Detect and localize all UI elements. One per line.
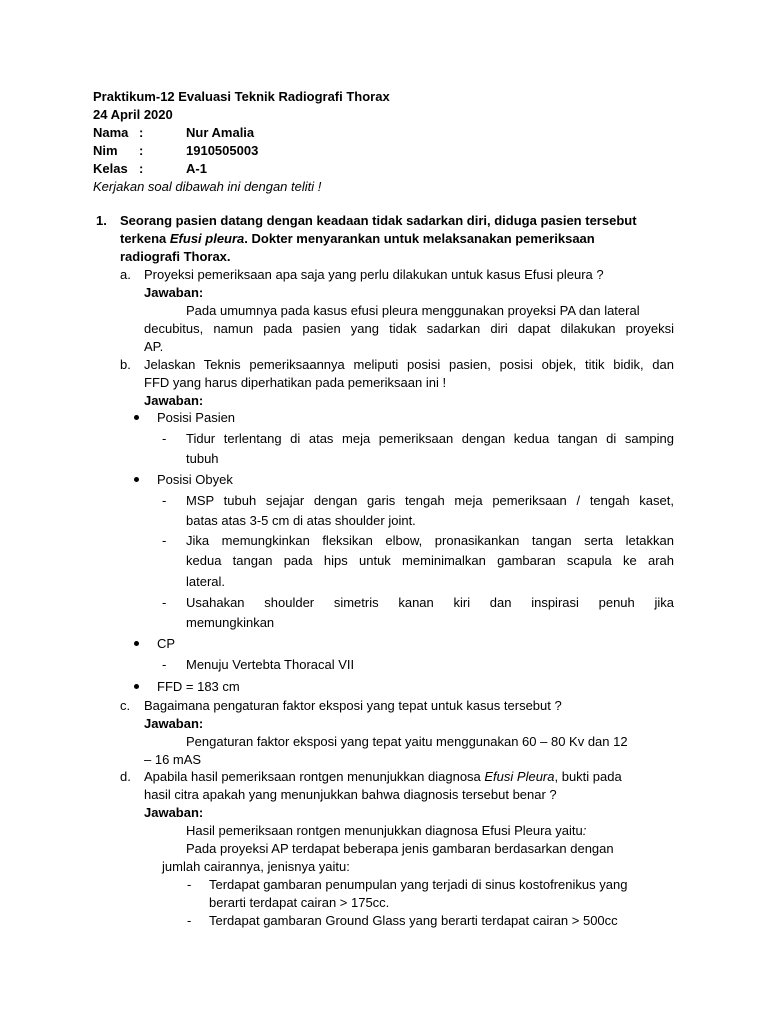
subq-d-answer-line-3: jumlah cairannya, jenisnya yaitu: — [162, 859, 350, 874]
question-line-3: radiografi Thorax. — [120, 249, 231, 264]
cp-item: Menuju Vertebta Thoracal VII — [186, 657, 355, 672]
subq-d-item-2-line-1: Terdapat gambaran Ground Glass yang berarti terdapat cairan > 500cc — [209, 913, 618, 928]
posisi-pasien-heading: Posisi Pasien — [157, 410, 236, 425]
subq-d-question-line-1: Apabila hasil pemeriksaan rontgen menunjukkan diagnosa Efusi Pleura, bukti pada — [144, 769, 622, 784]
question-line-2: terkena Efusi pleura. Dokter menyarankan untuk melaksanakan pemeriksaan — [120, 231, 595, 246]
subq-b-question-line-1: Jelaskan Teknis pemeriksaannya meliputi posisi pasien, posisi objek, titik bidik, dan — [144, 357, 674, 372]
subq-a-answer-line-2: decubitus, namun pada pasien yang tidak sadarkan diri dapat dilakukan proyeksi — [144, 321, 674, 336]
posisi-obyek-item-2-line-1: Jika memungkinkan fleksikan elbow, pronasikankan tangan serta letakkan — [186, 533, 674, 548]
dash-icon: - — [162, 595, 167, 610]
question-number: 1. — [96, 213, 107, 228]
subq-b-answer-label: Jawaban: — [144, 393, 204, 408]
subq-c-question: Bagaimana pengaturan faktor eksposi yang tepat untuk kasus tersebut ? — [144, 698, 562, 713]
subq-a-answer-label: Jawaban: — [144, 285, 204, 300]
subq-a-question: Proyeksi pemeriksaan apa saja yang perlu dilakukan untuk kasus Efusi pleura ? — [144, 267, 604, 282]
dash-icon: - — [187, 877, 192, 892]
posisi-pasien-item-line-2: tubuh — [186, 451, 219, 466]
document-date: 24 April 2020 — [93, 107, 173, 122]
subq-b-question-line-2: FFD yang harus diperhatikan pada pemeriksaan ini ! — [144, 375, 447, 390]
subq-a-answer-line-1: Pada umumnya pada kasus efusi pleura menggunakan proyeksi PA dan lateral — [186, 303, 640, 318]
bullet-icon — [134, 684, 139, 689]
subq-c-answer-label: Jawaban: — [144, 716, 204, 731]
field-value-nama: Nur Amalia — [186, 125, 255, 140]
subq-c-answer-line-2: – 16 mAS — [144, 752, 202, 767]
cp-heading: CP — [157, 636, 176, 651]
subq-b-marker: b. — [120, 357, 131, 372]
dash-icon: - — [162, 493, 167, 508]
efusi-pleura-term: Efusi Pleura — [484, 769, 555, 784]
posisi-obyek-item-1-line-2: batas atas 3-5 cm di atas shoulder joint. — [186, 513, 416, 528]
field-sep-nim: : — [139, 143, 144, 158]
posisi-obyek-item-2-line-2: kedua tangan pada hips untuk meminimalkan gambaran scapula ke arah — [186, 553, 674, 568]
subq-d-item-1-line-1: Terdapat gambaran penumpulan yang terjadi di sinus kostofrenikus yang — [209, 877, 628, 892]
bullet-icon — [134, 415, 139, 420]
subq-d-marker: d. — [120, 769, 131, 784]
field-label-nama: Nama — [93, 125, 129, 140]
field-sep-nama: : — [139, 125, 144, 140]
field-value-kelas: A-1 — [186, 161, 207, 176]
subq-d-answer-label: Jawaban: — [144, 805, 204, 820]
subq-c-marker: c. — [120, 698, 131, 713]
subq-a-marker: a. — [120, 267, 131, 282]
ffd-item: FFD = 183 cm — [157, 679, 240, 694]
question-line-1: Seorang pasien datang dengan keadaan tidak sadarkan diri, diduga pasien tersebut — [120, 213, 637, 228]
field-label-kelas: Kelas — [93, 161, 128, 176]
dash-icon: - — [162, 431, 167, 446]
document-title: Praktikum-12 Evaluasi Teknik Radiografi Thorax — [93, 89, 390, 104]
field-label-nim: Nim — [93, 143, 118, 158]
subq-d-question-line-2: hasil citra apakah yang menunjukkan bahwa diagnosis tersebut benar ? — [144, 787, 557, 802]
posisi-obyek-item-3-line-1: Usahakan shoulder simetris kanan kiri dan inspirasi penuh jika — [186, 595, 674, 610]
posisi-pasien-item-line-1: Tidur terlentang di atas meja pemeriksaan dengan kedua tangan di samping — [186, 431, 674, 446]
subq-a-answer-line-3: AP. — [144, 339, 164, 354]
subq-d-answer-line-2: Pada proyeksi AP terdapat beberapa jenis gambaran berdasarkan dengan — [186, 841, 614, 856]
bullet-icon — [134, 641, 139, 646]
posisi-obyek-item-2-line-3: lateral. — [186, 574, 226, 589]
field-value-nim: 1910505003 — [186, 143, 259, 158]
bullet-icon — [134, 477, 139, 482]
instruction-text: Kerjakan soal dibawah ini dengan teliti ! — [93, 179, 322, 194]
dash-icon: - — [162, 533, 167, 548]
subq-d-answer-line-1: Hasil pemeriksaan rontgen menunjukkan diagnosa Efusi Pleura yaitu: — [186, 823, 587, 838]
field-sep-kelas: : — [139, 161, 144, 176]
dash-icon: - — [187, 913, 192, 928]
posisi-obyek-item-3-line-2: memungkinkan — [186, 615, 275, 630]
efusi-pleura-term: Efusi pleura — [169, 231, 245, 246]
subq-d-item-1-line-2: berarti terdapat cairan > 175cc. — [209, 895, 390, 910]
dash-icon: - — [162, 657, 167, 672]
subq-c-answer-line-1: Pengaturan faktor eksposi yang tepat yaitu menggunakan 60 – 80 Kv dan 12 — [186, 734, 628, 749]
posisi-obyek-item-1-line-1: MSP tubuh sejajar dengan garis tengah meja pemeriksaan / tengah kaset, — [186, 493, 674, 508]
posisi-obyek-heading: Posisi Obyek — [157, 472, 233, 487]
